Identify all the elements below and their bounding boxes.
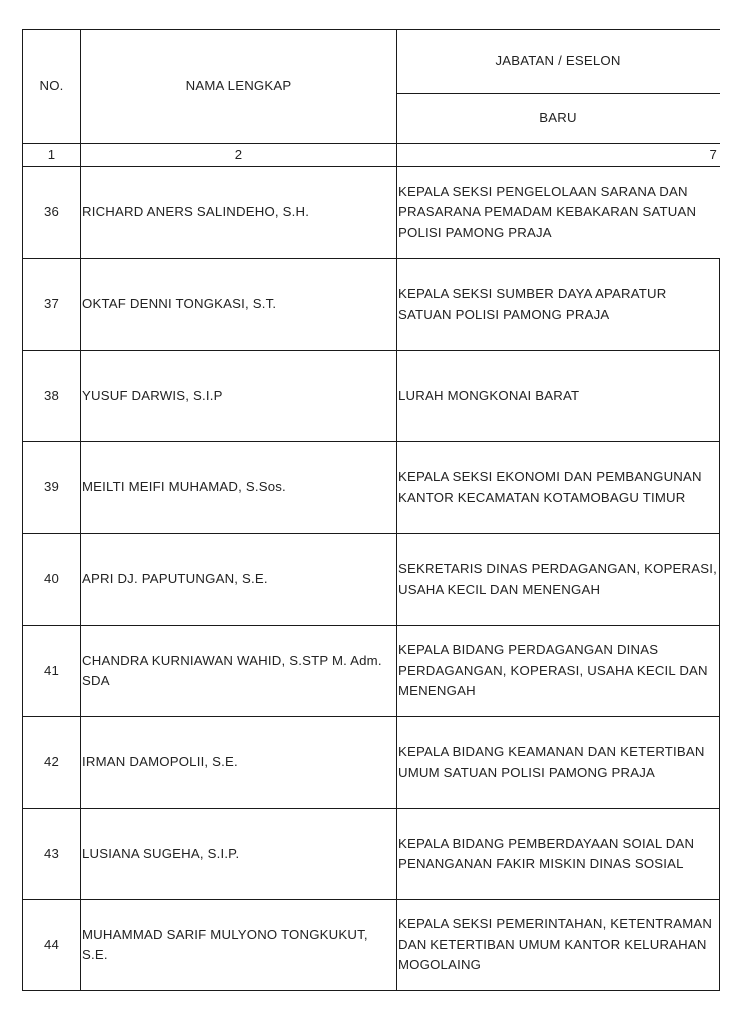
row-number: 39	[43, 479, 60, 495]
row-position: KEPALA SEKSI PENGELOLAAN SARANA DAN PRASARANA PEMADAM KEBAKARAN SATUAN POLISI PAMONG PRAJA	[398, 183, 697, 240]
row-name: APRI DJ. PAPUTUNGAN, S.E.	[82, 571, 268, 587]
row-number: 36	[43, 204, 60, 220]
row-name: MEILTI MEIFI MUHAMAD, S.Sos.	[82, 479, 286, 495]
row-position: KEPALA SEKSI SUMBER DAYA APARATUR SATUAN POLISI PAMONG PRAJA	[398, 286, 667, 322]
row-name: OKTAF DENNI TONGKASI, S.T.	[82, 296, 277, 312]
column-divider-name	[396, 29, 397, 991]
row-name: RICHARD ANERS SALINDEHO, S.H.	[82, 204, 310, 220]
row-number: 43	[43, 845, 60, 861]
header-no: NO.	[39, 78, 64, 94]
row-position: SEKRETARIS DINAS PERDAGANGAN, KOPERASI, USAHA KECIL DAN MENENGAH	[398, 561, 717, 597]
row-number: 42	[43, 754, 60, 770]
column-number-7: 7	[709, 146, 717, 162]
row-position: KEPALA BIDANG PEMBERDAYAAN SOIAL DAN PENANGANAN FAKIR MISKIN DINAS SOSIAL	[398, 835, 695, 871]
header-new: BARU	[539, 110, 577, 126]
row-name: CHANDRA KURNIAWAN WAHID, S.STP M. Adm. SDA	[82, 652, 382, 688]
row-name: IRMAN DAMOPOLII, S.E.	[82, 754, 238, 770]
row-position: KEPALA BIDANG KEAMANAN DAN KETERTIBAN UMUM SATUAN POLISI PAMONG PRAJA	[398, 744, 705, 780]
row-number: 44	[43, 936, 60, 952]
row-position: LURAH MONGKONAI BARAT	[398, 387, 580, 403]
row-name: LUSIANA SUGEHA, S.I.P.	[82, 845, 240, 861]
table-bottom-border	[22, 990, 720, 991]
column-number-2: 2	[234, 146, 243, 162]
row-position: KEPALA BIDANG PERDAGANGAN DINAS PERDAGANGAN, KOPERASI, USAHA KECIL DAN MENENGAH	[398, 642, 708, 699]
row-name: MUHAMMAD SARIF MULYONO TONGKUKUT, S.E.	[82, 926, 368, 962]
table-right-border	[719, 258, 720, 991]
row-number: 41	[43, 662, 60, 678]
row-number: 38	[43, 387, 60, 403]
column-divider-no	[80, 29, 81, 991]
row-number: 40	[43, 571, 60, 587]
header-position: JABATAN / ESELON	[495, 53, 621, 69]
header-name: NAMA LENGKAP	[185, 78, 292, 94]
row-position: KEPALA SEKSI EKONOMI DAN PEMBANGUNAN KANTOR KECAMATAN KOTAMOBAGU TIMUR	[398, 469, 702, 505]
row-position: KEPALA SEKSI PEMERINTAHAN, KETENTRAMAN DAN KETERTIBAN UMUM KANTOR KELURAHAN MOGOLAING	[398, 916, 713, 973]
column-number-1: 1	[47, 146, 56, 162]
row-number: 37	[43, 296, 60, 312]
row-name: YUSUF DARWIS, S.I.P	[82, 387, 223, 403]
